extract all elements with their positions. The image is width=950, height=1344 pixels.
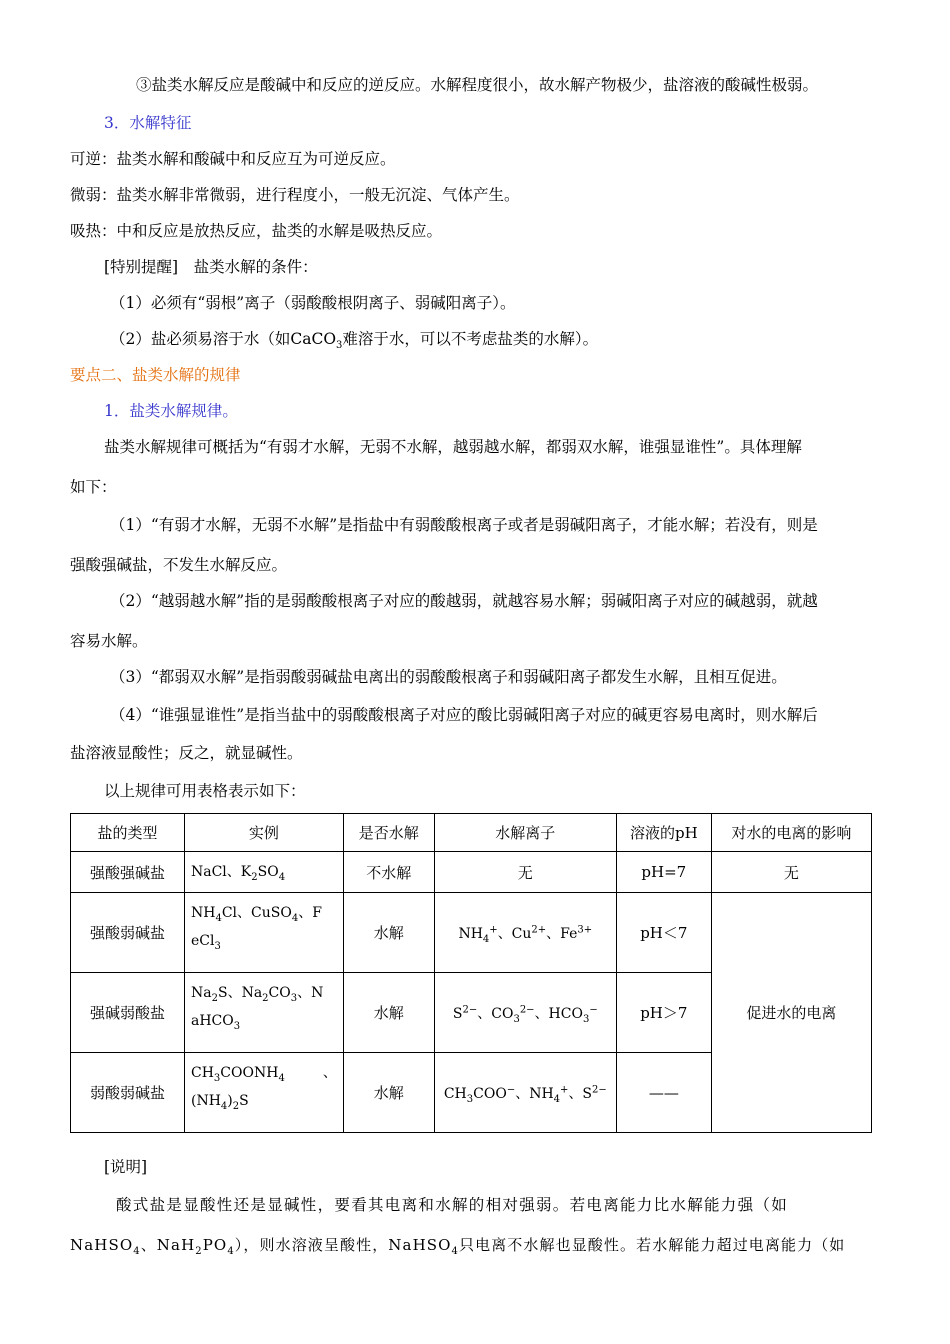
superscript: 2+ (531, 923, 547, 935)
table-header-row (71, 814, 872, 852)
table-header: 是否水解 (343, 814, 434, 852)
hydrolysis-cell: 水解 (343, 973, 434, 1053)
condition-1: （1）必须有“弱根”离子（弱酸酸根阴离子、弱碱阳离子）。 (110, 294, 516, 312)
chem-text: CH (443, 1085, 467, 1102)
chem-text: ) (227, 1093, 233, 1109)
paragraph-weak: 微弱：盐类水解非常微弱，进行程度小，一般无沉淀、气体产生。 (70, 186, 520, 204)
chem-text: Na (191, 985, 212, 1001)
hydrolysis-cell: 水解 (343, 1053, 434, 1133)
paragraph-reversible: 可逆：盐类水解和酸碱中和反应互为可逆反应。 (70, 150, 396, 168)
table-row (71, 852, 872, 893)
rule-2: （2）“越弱越水解”指的是弱酸酸根离子对应的酸越弱，就越容易水解；弱碱阳离子对应的碱越弱，就越 (110, 592, 818, 610)
ph-cell: pH＜7 (616, 893, 711, 973)
subscript: 2 (232, 1100, 240, 1112)
subscript: 3 (213, 1072, 221, 1084)
chem-text: 、Fe (546, 925, 578, 942)
chem-text: NH (191, 905, 216, 921)
chem-text: COO (473, 1085, 507, 1102)
chem-text: 、F (298, 905, 322, 921)
chem-text: COONH (220, 1065, 279, 1081)
subscript: 4 (220, 1100, 228, 1112)
note-paragraph-cont (70, 1234, 845, 1256)
rule-1: （1）“有弱才水解，无弱不水解”是指盐中有弱酸酸根离子或者是弱碱阳离子，才能水解；若没有，则是 (110, 516, 818, 534)
superscript: − (589, 1003, 598, 1015)
chem-text: 、HCO (534, 1005, 583, 1022)
effect-cell-merged: 促进水的电离 (711, 893, 871, 1133)
table-row (71, 893, 872, 973)
subscript: 3 (336, 340, 343, 352)
ph-cell: pH=7 (616, 852, 711, 893)
table-header: 对水的电离的影响 (711, 814, 871, 852)
key-point-2-heading: 要点二、盐类水解的规律 (70, 366, 241, 384)
table-header: 水解离子 (434, 814, 616, 852)
chem-text: aHCO (191, 1013, 234, 1029)
superscript: 2− (592, 1083, 607, 1095)
salt-type-cell: 强酸弱碱盐 (71, 893, 185, 973)
subscript: 3 (466, 1093, 474, 1105)
table-header: 盐的类型 (71, 814, 185, 852)
superscript: 2− (519, 1003, 535, 1015)
subscript: 3 (513, 1013, 520, 1025)
paragraph-rule-summary-cont: 如下： (70, 478, 117, 496)
condition-2 (110, 328, 598, 350)
subscript: 4 (482, 933, 490, 945)
paragraph-endothermic: 吸热：中和反应是放热反应，盐类的水解是吸热反应。 (70, 222, 443, 240)
superscript: + (489, 923, 498, 935)
chem-text: NH (458, 925, 483, 942)
ions-cell (434, 973, 616, 1053)
table-header: 溶液的pH (616, 814, 711, 852)
subscript: 3 (582, 1013, 590, 1025)
chem-text: eCl (191, 933, 215, 949)
superscript: 2− (462, 1003, 478, 1015)
chem-text: S、Na (217, 985, 263, 1001)
ions-cell (434, 893, 616, 973)
subscript: 4 (451, 1246, 459, 1257)
salt-type-cell: 强碱弱酸盐 (71, 973, 185, 1053)
subscript: 4 (278, 871, 286, 883)
subscript: 3 (233, 1020, 241, 1032)
chem-text: CH (191, 1065, 214, 1081)
rule-3: （3）“都弱双水解”是指弱酸弱碱盐电离出的弱酸酸根离子和弱碱阳离子都发生水解，且相互促进。 (110, 668, 787, 686)
rule-1-cont: 强酸强碱盐，不发生水解反应。 (70, 556, 288, 574)
chem-text: S (239, 1093, 249, 1109)
chem-text: CO (268, 985, 291, 1001)
note-paragraph: 酸式盐是显酸性还是显碱性，要看其电离和水解的相对强弱。若电离能力比水解能力强（如 (116, 1196, 789, 1214)
condition-2-part: （2）盐必须易溶于水（如CaCO (110, 330, 337, 348)
subscript: 4 (291, 912, 299, 924)
ph-cell: —— (616, 1053, 711, 1133)
hydrolysis-rules-table (70, 813, 872, 1133)
chem-text: 、 (322, 1065, 337, 1081)
hydrolysis-cell: 水解 (343, 893, 434, 973)
paragraph-rule-summary: 盐类水解规律可概括为“有弱才水解，无弱不水解，越弱越水解，都弱双水解，谁强显谁性”。具体理解 (104, 438, 802, 456)
table-header: 实例 (185, 814, 344, 852)
subscript: 2 (262, 992, 269, 1004)
table-intro: 以上规律可用表格表示如下： (104, 782, 306, 800)
chem-text: 、CO (477, 1005, 514, 1022)
section-heading-hydrolysis-features: 3．水解特征 (104, 114, 192, 132)
chem-text: S (452, 1005, 463, 1022)
chem-text: SO (257, 864, 279, 880)
chem-text: 、NaH (140, 1236, 196, 1254)
chem-text: Cl、CuSO (221, 905, 292, 921)
subscript: 3 (290, 992, 298, 1004)
subscript: 3 (214, 940, 221, 952)
example-cell (185, 852, 344, 893)
salt-type-cell: 强酸强碱盐 (71, 852, 185, 893)
subscript: 2 (195, 1246, 203, 1257)
rule-4: （4）“谁强显谁性”是指当盐中的弱酸酸根离子对应的酸比弱碱阳离子对应的碱更容易电离时，则水解后 (110, 706, 818, 724)
chem-text: 、NH (515, 1085, 554, 1102)
chem-text: 、S (568, 1085, 593, 1102)
superscript: − (506, 1083, 516, 1095)
chem-text: (NH (191, 1093, 221, 1109)
subscript: 4 (227, 1246, 235, 1257)
rule-2-cont: 容易水解。 (70, 632, 148, 650)
example-cell (185, 893, 344, 973)
section-heading-rules: 1．盐类水解规律。 (104, 402, 238, 420)
ions-cell (434, 1053, 616, 1133)
chem-text: PO (202, 1236, 228, 1254)
subscript: 4 (278, 1072, 285, 1084)
chem-text: 只电离不水解也显酸性。若水解能力超过电离能力（如 (459, 1236, 846, 1254)
subscript: 4 (553, 1093, 561, 1105)
ph-cell: pH＞7 (616, 973, 711, 1053)
chem-text: 、N (297, 985, 324, 1001)
special-reminder-heading: [特别提醒] 盐类水解的条件： (104, 258, 318, 276)
chem-text: NaHSO (70, 1236, 134, 1254)
subscript: 4 (133, 1246, 141, 1257)
chem-text: 、Cu (497, 925, 532, 942)
chem-text: ），则水溶液呈酸性，NaHSO (234, 1236, 452, 1254)
superscript: 3+ (577, 923, 593, 935)
condition-2-part: 难溶于水，可以不考虑盐类的水解）。 (342, 330, 599, 348)
ions-cell: 无 (434, 852, 616, 893)
chem-text: NaCl、K (191, 864, 252, 880)
example-cell (185, 1053, 344, 1133)
effect-cell: 无 (711, 852, 871, 893)
subscript: 2 (211, 992, 218, 1004)
hydrolysis-cell: 不水解 (343, 852, 434, 893)
salt-type-cell: 弱酸弱碱盐 (71, 1053, 185, 1133)
example-cell (185, 973, 344, 1053)
note-heading: [说明] (104, 1158, 148, 1176)
subscript: 2 (251, 871, 258, 883)
superscript: + (560, 1083, 569, 1095)
rule-4-cont: 盐溶液显酸性；反之，就显碱性。 (70, 744, 303, 762)
subscript: 4 (215, 912, 222, 924)
paragraph-hydrolysis-reverse: ③盐类水解反应是酸碱中和反应的逆反应。水解程度很小，故水解产物极少，盐溶液的酸碱性极弱。 (136, 76, 819, 94)
